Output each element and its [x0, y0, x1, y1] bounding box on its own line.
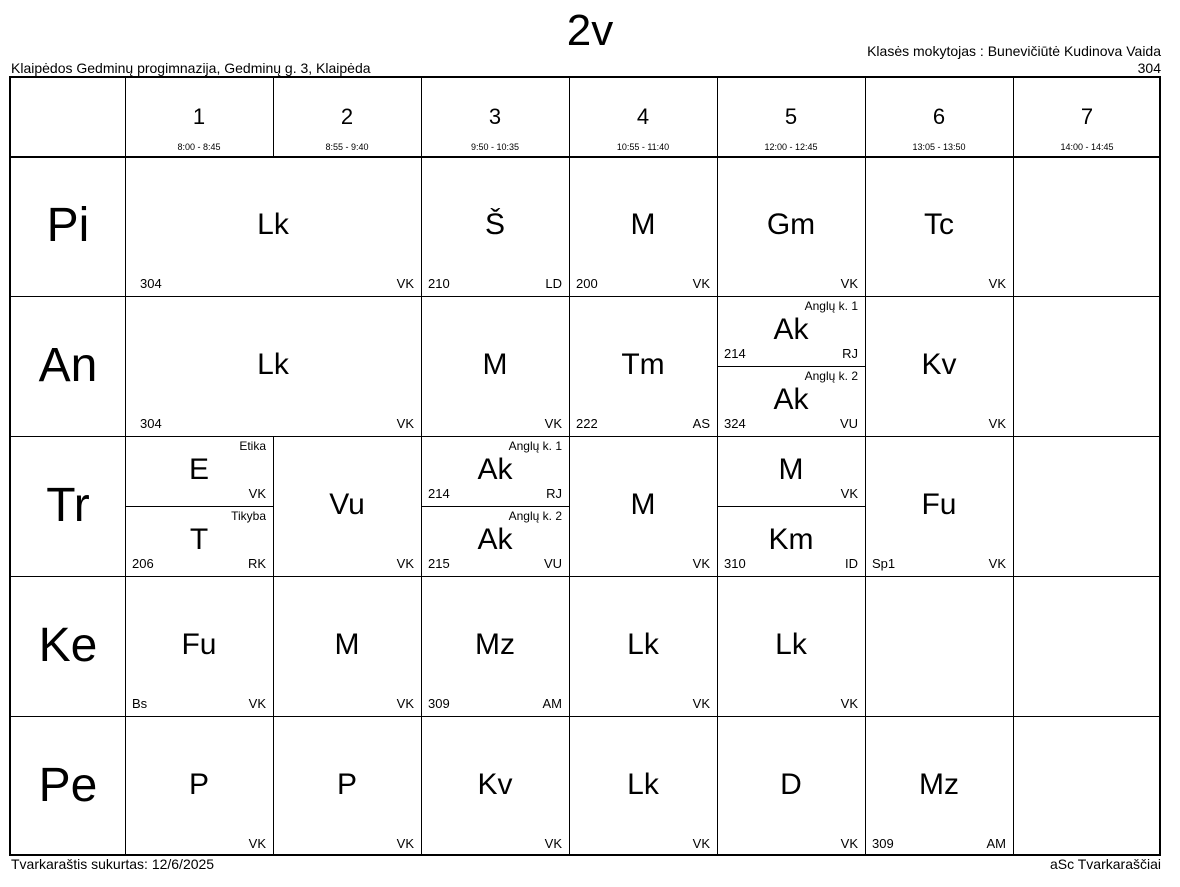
lesson-subject: Km	[768, 523, 814, 556]
lesson-teacher: VU	[543, 556, 562, 571]
lesson-teacher: VK	[248, 836, 266, 851]
lesson-subject: Kv	[921, 348, 957, 381]
lesson-teacher: VK	[396, 836, 414, 851]
lesson-cell	[273, 716, 421, 856]
grid-line	[1013, 156, 1014, 296]
day-label: Pi	[46, 199, 90, 252]
grid-line	[1013, 436, 1014, 576]
period-time: 13:05 - 13:50	[912, 142, 966, 152]
lesson-teacher: RJ	[546, 486, 562, 501]
period-number: 3	[488, 104, 502, 129]
lesson-room: 200	[576, 276, 598, 291]
lesson-subject: Ak	[773, 313, 809, 346]
lesson-subject: Lk	[627, 768, 659, 801]
lesson-teacher: VK	[396, 276, 414, 291]
lesson-room: 215	[428, 556, 450, 571]
lesson-teacher: VK	[988, 416, 1006, 431]
lesson-subject: Š	[484, 208, 505, 241]
lesson-subject: Mz	[919, 768, 959, 801]
lesson-room: 309	[428, 696, 450, 711]
lesson-cell	[569, 156, 717, 296]
lesson-subject: Lk	[257, 208, 289, 241]
lesson-teacher: VK	[396, 696, 414, 711]
period-number: 7	[1080, 104, 1094, 129]
lesson-room: 222	[576, 416, 598, 431]
created-date: Tvarkaraštis sukurtas: 12/6/2025	[11, 856, 215, 872]
class-room: 304	[1137, 60, 1161, 76]
lesson-subject: D	[780, 768, 802, 801]
lesson-teacher: VK	[544, 836, 562, 851]
lesson-teacher: VK	[840, 276, 858, 291]
period-time: 8:00 - 8:45	[177, 142, 221, 152]
lesson-subject: Ak	[773, 383, 809, 416]
period-time: 10:55 - 11:40	[616, 142, 670, 152]
period-number: 4	[636, 104, 650, 129]
period-number: 1	[192, 104, 206, 129]
period-header	[1013, 78, 1161, 156]
lesson-teacher: AM	[986, 836, 1006, 851]
page-title: 2v	[566, 6, 614, 55]
lesson-cell	[865, 436, 1013, 576]
period-header	[865, 78, 1013, 156]
lesson-room: Sp1	[872, 556, 896, 571]
lesson-cell	[865, 296, 1013, 436]
lesson-subject: P	[336, 768, 357, 801]
lesson-teacher: AM	[542, 696, 562, 711]
period-number: 2	[340, 104, 354, 129]
lesson-cell	[865, 716, 1013, 856]
lesson-room: 214	[428, 486, 450, 501]
lesson-cell	[125, 436, 273, 506]
lesson-group: Etika	[239, 439, 266, 453]
lesson-cell	[273, 436, 421, 576]
lesson-cell	[125, 716, 273, 856]
lesson-teacher: VU	[839, 416, 858, 431]
lesson-group: Anglų k. 1	[804, 299, 858, 313]
day-label: An	[38, 339, 98, 392]
lesson-group: Tikyba	[231, 509, 266, 523]
lesson-subject: Mz	[475, 628, 515, 661]
lesson-teacher: RK	[247, 556, 266, 571]
lesson-teacher: VK	[248, 486, 266, 501]
lesson-teacher: VK	[692, 836, 710, 851]
period-header	[569, 78, 717, 156]
timetable-grid	[9, 76, 1161, 856]
lesson-room: 324	[724, 416, 746, 431]
day-label: Pe	[38, 759, 98, 812]
app-name: aSc Tvarkaraščiai	[1049, 856, 1161, 872]
lesson-subject: E	[188, 453, 209, 486]
lesson-cell	[421, 296, 569, 436]
lesson-cell	[421, 716, 569, 856]
lesson-subject: M	[482, 348, 508, 381]
lesson-subject: Fu	[181, 628, 217, 661]
period-header	[273, 78, 421, 156]
lesson-teacher: VK	[988, 276, 1006, 291]
lesson-cell	[717, 156, 865, 296]
period-time: 9:50 - 10:35	[470, 142, 520, 152]
period-number: 6	[932, 104, 946, 129]
lesson-subject: M	[630, 488, 656, 521]
lesson-teacher: LD	[545, 276, 562, 291]
lesson-cell	[569, 576, 717, 716]
lesson-cell	[717, 716, 865, 856]
lesson-subject: Lk	[627, 628, 659, 661]
lesson-room: 214	[724, 346, 746, 361]
school-address: Klaipėdos Gedminų progimnazija, Gedminų g. 3, Klaipėda	[11, 60, 371, 76]
lesson-cell	[717, 366, 865, 436]
lesson-cell	[569, 716, 717, 856]
day-label: Tr	[46, 479, 90, 532]
lesson-subject: T	[189, 523, 209, 556]
lesson-teacher: VK	[692, 556, 710, 571]
lesson-room: 210	[428, 276, 450, 291]
lesson-teacher: ID	[845, 556, 858, 571]
grid-line	[865, 576, 866, 716]
period-header	[717, 78, 865, 156]
lesson-teacher: RJ	[842, 346, 858, 361]
lesson-cell	[717, 576, 865, 716]
lesson-cell	[717, 506, 865, 576]
lesson-subject: P	[188, 768, 209, 801]
lesson-teacher: VK	[840, 486, 858, 501]
lesson-subject: Gm	[766, 208, 816, 241]
lesson-subject: Kv	[477, 768, 513, 801]
lesson-room: 304	[140, 276, 162, 291]
day-label: Ke	[38, 619, 98, 672]
lesson-subject: M	[334, 628, 360, 661]
period-time: 8:55 - 9:40	[325, 142, 369, 152]
lesson-teacher: AS	[692, 416, 710, 431]
lesson-cell	[717, 436, 865, 506]
lesson-teacher: VK	[840, 836, 858, 851]
lesson-room: 206	[132, 556, 154, 571]
period-header	[421, 78, 569, 156]
lesson-cell	[717, 296, 865, 366]
grid-line	[1013, 716, 1014, 856]
lesson-room: 309	[872, 836, 894, 851]
lesson-cell	[125, 576, 273, 716]
lesson-teacher: VK	[248, 696, 266, 711]
lesson-subject: Vu	[329, 488, 365, 521]
lesson-cell	[421, 506, 569, 576]
lesson-group: Anglų k. 1	[508, 439, 562, 453]
lesson-subject: M	[778, 453, 804, 486]
lesson-subject: Tm	[621, 348, 665, 381]
period-header	[125, 78, 273, 156]
lesson-cell	[569, 436, 717, 576]
lesson-cell	[865, 156, 1013, 296]
lesson-group: Anglų k. 2	[804, 369, 858, 383]
lesson-cell	[421, 436, 569, 506]
lesson-cell	[125, 156, 421, 296]
lesson-subject: Lk	[257, 348, 289, 381]
lesson-cell	[569, 296, 717, 436]
grid-line	[1013, 576, 1014, 716]
lesson-teacher: VK	[988, 556, 1006, 571]
period-number: 5	[784, 104, 798, 129]
lesson-teacher: VK	[396, 416, 414, 431]
lesson-cell	[125, 296, 421, 436]
lesson-subject: Lk	[775, 628, 807, 661]
lesson-teacher: VK	[692, 696, 710, 711]
lesson-teacher: VK	[544, 416, 562, 431]
lesson-subject: M	[630, 208, 656, 241]
lesson-subject: Fu	[921, 488, 957, 521]
lesson-cell	[421, 156, 569, 296]
lesson-room: Bs	[132, 696, 148, 711]
lesson-group: Anglų k. 2	[508, 509, 562, 523]
lesson-subject: Ak	[477, 523, 513, 556]
lesson-cell	[421, 576, 569, 716]
grid-line	[1013, 296, 1014, 436]
lesson-subject: Tc	[924, 208, 954, 241]
lesson-cell	[125, 506, 273, 576]
period-time: 12:00 - 12:45	[764, 142, 818, 152]
lesson-teacher: VK	[396, 556, 414, 571]
lesson-room: 310	[724, 556, 746, 571]
lesson-room: 304	[140, 416, 162, 431]
lesson-teacher: VK	[840, 696, 858, 711]
lesson-teacher: VK	[692, 276, 710, 291]
lesson-cell	[273, 576, 421, 716]
lesson-subject: Ak	[477, 453, 513, 486]
period-time: 14:00 - 14:45	[1060, 142, 1114, 152]
class-teacher: Klasės mokytojas : Bunevičiūtė Kudinova Vaida	[867, 43, 1161, 59]
